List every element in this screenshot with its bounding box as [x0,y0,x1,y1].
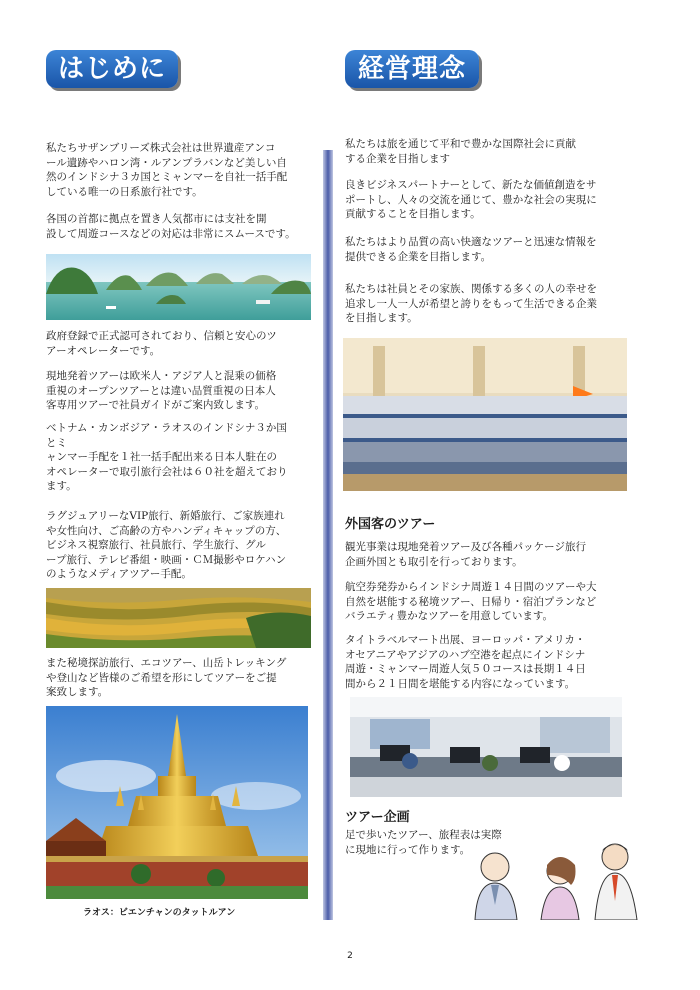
philosophy-paragraph-1: 私たちは旅を通じて平和で豊かな国際社会に貢献 する企業を目指します [345,138,576,165]
group-photo [343,338,627,491]
column-divider [323,150,333,920]
luxury-paragraph: ラグジュアリーなVIP旅行、新婚旅行、ご家族連れ や女性向け、ご高齢の方やハンディキャップの方、 ビジネス視察旅行、社員旅行、学生旅行、グル ープ旅行、テレビ番組・映画・ＣＭ撮影やロケハン のようなメディアツアー手配。 [46,510,287,580]
that-luang-photo [46,706,308,899]
rice-terrace-photo [46,588,311,648]
intro-paragraph-2: 各国の首都に拠点を置き人気都市には支社を開 設して周遊コースなどの対応は非常にスムースです。 [46,213,296,240]
foreign-tours-paragraph-1: 観光事業は現地発着ツアー及び各種パッケージ旅行 企画外国とも取引を行っております。 [345,541,586,568]
philosophy-paragraph-2: 良きビジネスパートナーとして、新たな価値創造をサ ポートし、人々の交流を通じて、豊かな社会の実現に 貢献することを目指します。 [345,179,597,220]
intro-paragraph: 私たちサザンブリーズ株式会社は世界遺産アンコ ール遺跡やハロン湾・ルアンプラバンなど美しい自 然のインドシナ３カ国とミャンマーを自社一括手配 している唯一の日系旅行社です。 [46,142,288,198]
government-paragraph: 政府登録で正式認可されており、信頼と安心のツ アーオペレーターです。 [46,330,277,357]
foreign-tours-paragraph-3: タイトラベルマート出展、ヨーロッパ・アメリカ・ オセアニアやアジアのハブ空港を起点にインドシナ 周遊・ミャンマー周遊人気５０コースは長期１４日 間から２１日間を堪能する内容になっています。 [345,634,586,690]
page-number: 2 [347,951,353,961]
trekking-paragraph: また秘境探訪旅行、エコツアー、山岳トレッキング や登山など皆様のご希望を形にしてツアーをご提 案致します。 [46,657,287,698]
philosophy-paragraph-3: 私たちはより品質の高い快適なツアーと迅速な情報を 提供できる企業を目指します。 [345,236,597,263]
foreign-tours-heading: 外国客のツアー [345,517,436,532]
indochina-paragraph: ベトナム・カンボジア・ラオスのインドシナ３か国 とミ ャンマー手配を１社一括手配出来る日本人駐在の オペレーターで取引旅行会社は６０社を超えており ます。 [46,422,288,492]
office-photo [350,697,622,797]
section-title-intro: はじめに [46,50,178,88]
business-people-illustration [455,835,655,920]
tour-paragraph: 現地発着ツアーは欧米人・アジア人と混乗の価格 重視のオープンツアーとは違い品質重視の日本人 客専用ツアーで社員ガイドがご案内致します。 [46,370,277,411]
tour-planning-heading: ツアー企画 [345,810,410,825]
foreign-tours-paragraph-2: 航空券発券からインドシナ周遊１４日間のツアーや大 自然を堪能する秘境ツアー、日帰り・宿泊プランなど バラエティ豊かなツアーを用意しています。 [345,581,597,622]
photo-caption: ラオス：ビエンチャンのタットルアン [83,908,236,918]
tour-planning-paragraph: 足で歩いたツアー、旅程表は実際 に現地に行って作ります。 [345,829,502,856]
philosophy-paragraph-4: 私たちは社員とその家族、関係する多くの人の幸せを 追求し一人一人が希望と誇りをもって生活できる企業 を目指します。 [345,283,597,324]
section-title-philosophy: 経営理念 [345,50,479,88]
halong-bay-photo [46,254,311,320]
